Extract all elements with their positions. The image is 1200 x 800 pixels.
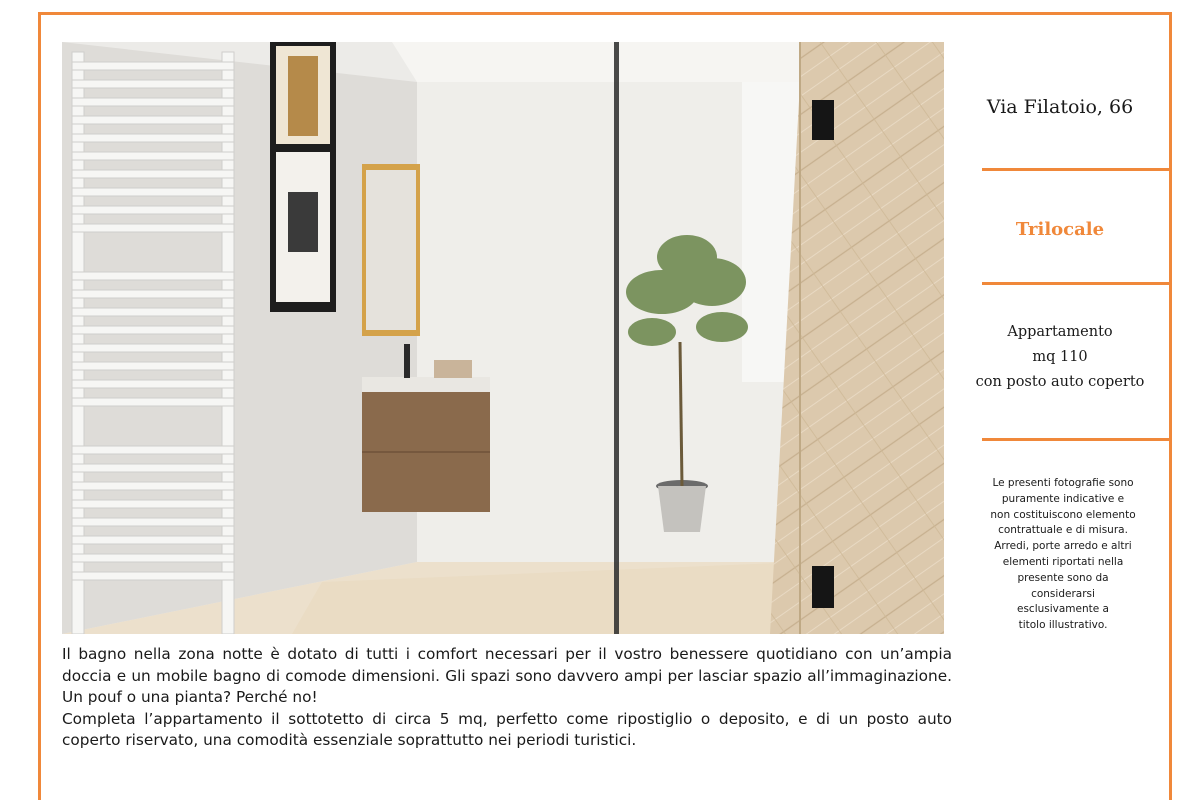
disclaimer-line: Le presenti fotografie sono [992,477,1134,489]
disclaimer-line: elementi riportati nella [1002,555,1124,568]
address: Via Filatoio, 66 [986,96,1134,118]
description-paragraph: Il bagno nella zona notte è dotato di tutti i comfort necessari per il vostro benessere quotidiano con un’ampia doccia e un mobile bagno di comode dimensioni. Gli spazi sono davvero ampi per lasciar spazio all’immaginazione. Un pouf o una pianta? Perché no! [62,645,952,706]
details-line: mq 110 [1032,349,1088,365]
divider [982,168,1169,171]
disclaimer-line: puramente indicative e [1001,492,1125,505]
disclaimer-line: esclusivamente a [1016,603,1109,616]
disclaimer-line: non costituiscono elemento [990,508,1136,521]
disclaimer-line: titolo illustrativo. [1018,619,1108,632]
frame-right-border [1169,12,1172,800]
bathroom-photo [62,42,944,634]
description-paragraph: Completa l’appartamento il sottotetto di circa 5 mq, perfetto come ripostiglio o deposito, e di un posto auto coperto riservato, una comodità essenziale soprattutto nei periodi turistici. [62,709,952,749]
frame-left-border [38,12,41,800]
disclaimer [968,476,1158,634]
property-details [950,320,1170,395]
details-line: con posto auto coperto [975,374,1145,390]
details-line: Appartamento [1007,324,1113,340]
frame-top-border [38,12,1172,15]
disclaimer-line: Arredi, porte arredo e altri [994,540,1132,553]
description-text [62,644,952,752]
divider [982,282,1169,285]
disclaimer-line: contrattuale e di misura. [998,524,1128,537]
property-type: Trilocale [1015,219,1105,240]
divider [982,438,1169,441]
disclaimer-line: considerarsi [1031,587,1095,600]
disclaimer-line: presente sono da [1017,571,1109,584]
